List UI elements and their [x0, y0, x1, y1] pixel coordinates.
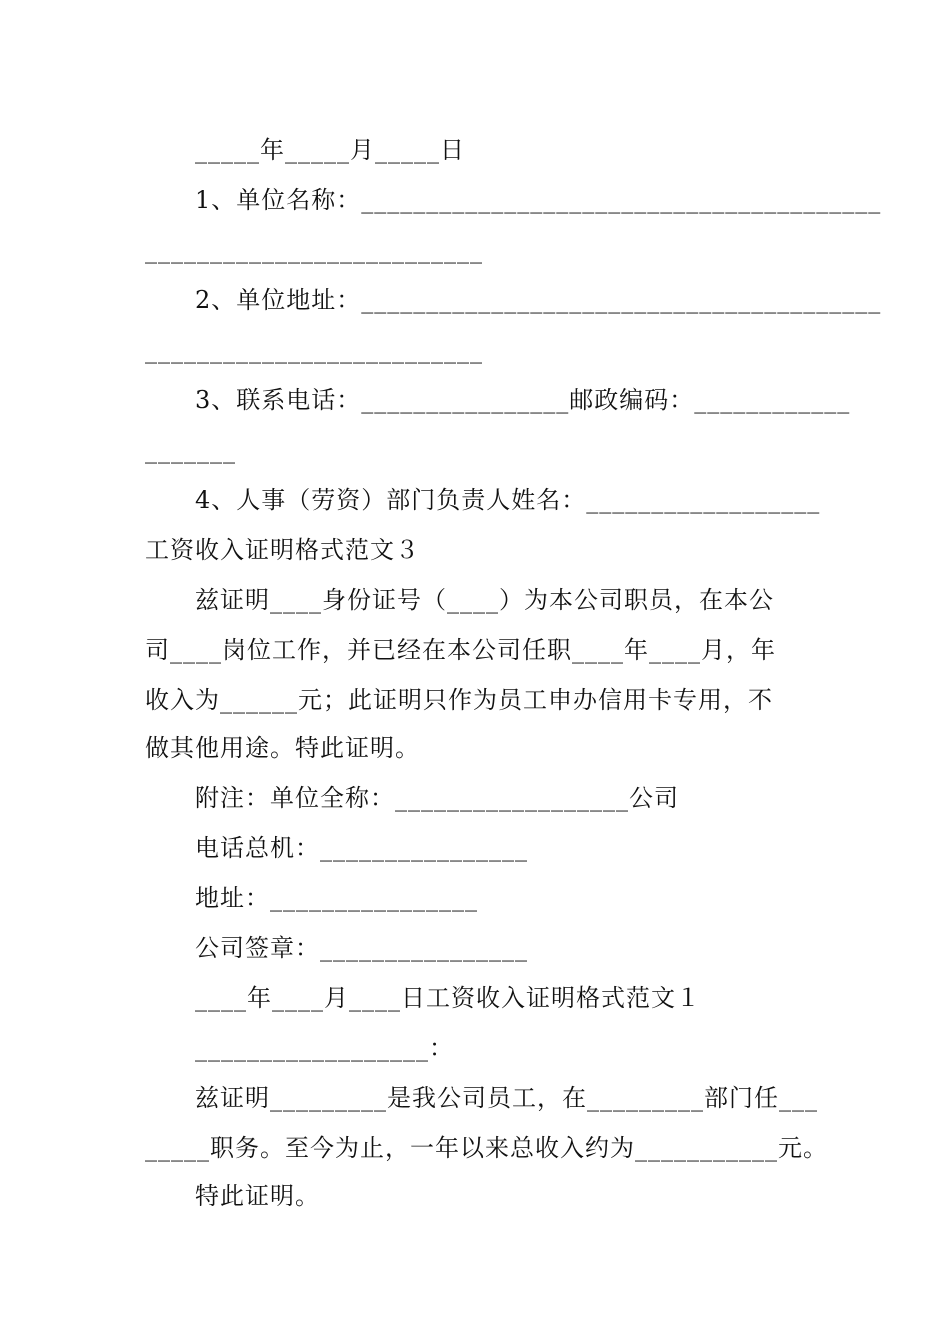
body-paragraph-line-1: 兹证明____身份证号（____）为本公司职员，在本公: [195, 586, 774, 614]
body-paragraph-line-3: 收入为______元；此证明只作为员工申办信用卡专用，不: [145, 686, 773, 714]
unit-address-line: 2、单位地址：________________________________________: [195, 286, 882, 314]
certification-line-1: 兹证明_________是我公司员工，在_________部门任___: [195, 1084, 818, 1112]
closing-line: 特此证明。: [195, 1182, 320, 1210]
phone-postcode-continuation: _______: [145, 436, 236, 464]
date-line: _____年_____月_____日: [195, 136, 465, 164]
section-heading-3: 工资收入证明格式范文３: [145, 536, 420, 564]
body-paragraph-line-2: 司____岗位工作，并已经在本公司任职____年____月，年: [145, 636, 776, 664]
address-line: 地址：________________: [195, 884, 478, 912]
hr-manager-line: 4、人事（劳资）部门负责人姓名：__________________: [195, 486, 821, 514]
certification-line-2: _____职务。至今为止，一年以来总收入约为___________元。: [145, 1134, 828, 1162]
unit-address-continuation: __________________________: [145, 336, 483, 364]
unit-name-continuation: __________________________: [145, 236, 483, 264]
addressee-line: __________________：: [195, 1034, 454, 1062]
unit-name-line: 1、单位名称：________________________________________: [195, 186, 882, 214]
switchboard-line: 电话总机：________________: [195, 834, 528, 862]
phone-postcode-line: 3、联系电话：________________邮政编码：____________: [195, 386, 851, 414]
company-seal-line: 公司签章：________________: [195, 934, 528, 962]
note-full-name-line: 附注：单位全称：__________________公司: [195, 784, 679, 812]
date-and-heading-1-line: ____年____月____日工资收入证明格式范文１: [195, 984, 701, 1012]
body-paragraph-line-4: 做其他用途。特此证明。: [145, 734, 420, 762]
